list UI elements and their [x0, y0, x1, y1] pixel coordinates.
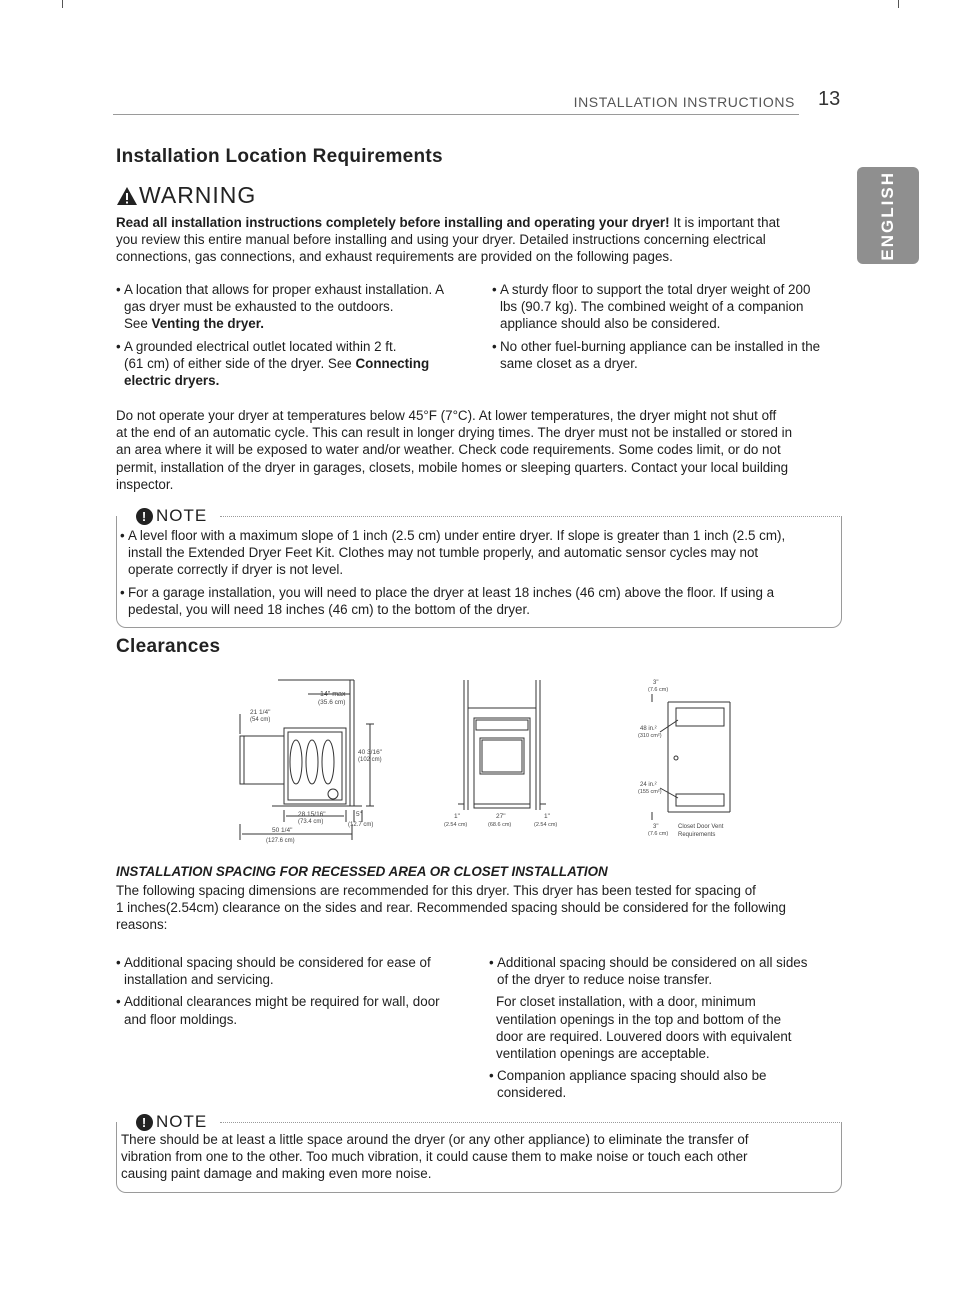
location-heading: Installation Location Requirements	[116, 146, 443, 167]
list-item: • A level floor with a maximum slope of 1 inch (2.5 cm) under entire dryer. If slope is greater than 1 inch (2.5 cm), install the Extended Dryer Feet Kit. Clothes may not tumble properly, and automatic sensor cycles may not operate correctly if dryer is not level.	[120, 527, 840, 579]
note-divider-2	[220, 1122, 840, 1123]
closet-caption-1: Closet Door Vent	[678, 824, 724, 830]
note-1-bullets	[120, 527, 840, 618]
crop-mark-left	[62, 0, 63, 8]
list-item: • For a garage installation, you will need to place the dryer at least 18 inches (46 cm) above the floor. If using a pedestal, you will need 18 inches (46 cm) to the bottom of the dryer.	[120, 584, 840, 618]
warning-title: WARNING	[139, 182, 257, 208]
closet-view-diagram	[620, 676, 750, 840]
side-gap: 5"	[356, 811, 362, 818]
closet-caption-2: Requirements	[678, 832, 716, 838]
closet-upper-vent: 48 in.²	[640, 726, 657, 732]
location-left-bullets	[116, 281, 476, 389]
page-number: 13	[818, 88, 841, 110]
side-height: 40 3/16"	[358, 749, 382, 756]
side-body-depth: 28 15/16"	[298, 811, 326, 818]
front-left-gap-cm: (2.54 cm)	[444, 822, 468, 828]
warning-text-2: you review this entire manual before installing and using your dryer. Detailed instructions concerning electrical	[116, 232, 766, 248]
warning-text-3: connections, gas connections, and exhaust requirements are provided on the following pages.	[116, 249, 673, 265]
front-width-cm: (68.6 cm)	[488, 822, 512, 828]
list-item: • Companion appliance spacing should also be considered.	[489, 1067, 857, 1101]
warning-triangle-icon	[116, 186, 138, 206]
connecting-link[interactable]: Connecting	[355, 355, 430, 371]
side-height-cm: (102 cm)	[358, 757, 382, 763]
list-item: • Additional spacing should be considered on all sides of the dryer to reduce noise transfer.	[489, 954, 857, 988]
list-item: • Additional clearances might be required for wall, door and floor moldings.	[116, 993, 476, 1027]
note-title-1: NOTE	[156, 506, 208, 525]
spacing-left-bullets	[116, 954, 476, 1028]
side-door-depth-cm: (54 cm)	[250, 717, 271, 723]
exclamation-icon: !	[136, 508, 153, 525]
spacing-paragraph: The following spacing dimensions are recommended for this dryer. This dryer has been tested for spacing of 1 inches(2.54cm) clearance on the sides and rear. Recommended spacing should be considered for the following reasons:	[116, 883, 786, 933]
electric-dryers-link[interactable]: electric dryers.	[124, 373, 220, 389]
warning-text-1: It is important that	[669, 215, 780, 230]
note-title-2: NOTE	[156, 1112, 208, 1131]
closet-lower-vent: 24 in.²	[640, 782, 657, 788]
note-2-text: There should be at least a little space around the dryer (or any other appliance) to eliminate the transfer of vibration from one to the other. Too much vibration, it could cause them to make noise or touch each other causing paint damage and making even more noise.	[121, 1132, 749, 1182]
closet-lower-vent-cm: (155 cm²)	[638, 789, 662, 795]
closet-bottom-gap-cm: (7.6 cm)	[648, 831, 669, 837]
spacing-right-column	[489, 954, 857, 1102]
warning-bold-text: Read all installation instructions completely before installing and operating your dryer!	[116, 215, 670, 230]
section-label: INSTALLATION INSTRUCTIONS	[573, 94, 795, 110]
list-item: • A location that allows for proper exhaust installation. A gas dryer must be exhausted to the outdoors. See Venting the dryer.	[116, 281, 476, 333]
closet-top-gap-cm: (7.6 cm)	[648, 687, 669, 693]
list-item: • A grounded electrical outlet located within 2 ft. (61 cm) of either side of the dryer. See Connecting electric dryers.	[116, 338, 476, 390]
warning-title-row	[116, 182, 256, 209]
spacing-heading: INSTALLATION SPACING FOR RECESSED AREA OR CLOSET INSTALLATION	[116, 864, 608, 879]
location-right-bullets	[492, 281, 856, 372]
front-right-gap-cm: (2.54 cm)	[534, 822, 558, 828]
closet-upper-vent-cm: (310 cm²)	[638, 733, 662, 739]
note-title-row-1	[136, 506, 211, 526]
language-tab-label: ENGLISH	[878, 170, 897, 261]
side-total-depth-cm: (127.6 cm)	[266, 838, 295, 844]
side-max-depth-cm: (35.6 cm)	[318, 699, 346, 706]
closet-ventilation-paragraph: For closet installation, with a door, minimum ventilation openings in the top and bottom of the door are required. Louvered doors with equivalent ventilation openings are acceptable.	[496, 994, 792, 1062]
closet-top-gap: 3"	[653, 680, 659, 686]
clearances-heading: Clearances	[116, 636, 221, 657]
language-tab[interactable]	[857, 167, 919, 264]
front-width: 27"	[496, 813, 506, 820]
list-item: • Additional spacing should be considered for ease of installation and servicing.	[116, 954, 476, 988]
side-body-depth-cm: (73.4 cm)	[298, 819, 324, 825]
closet-bottom-gap: 3"	[653, 824, 659, 830]
temperature-paragraph: Do not operate your dryer at temperatures below 45°F (7°C). At lower temperatures, the dryer might not shut off at the end of an automatic cycle. This can result in longer drying times. The dryer must not be installed or stored in an area where it will be exposed to water and/or weather. Check code requirements. Some codes limit, or do not permit, installation of the dryer in garages, closets, mobile homes or sleeping quarters. Contact your local building inspector.	[116, 408, 793, 492]
exclamation-icon: !	[136, 1114, 153, 1131]
side-door-depth: 21 1/4"	[250, 709, 271, 716]
header-rule	[113, 114, 799, 115]
side-gap-cm: (12.7 cm)	[348, 822, 374, 828]
front-right-gap: 1"	[544, 813, 550, 820]
side-total-depth: 50 1/4"	[272, 827, 293, 834]
list-item: • No other fuel-burning appliance can be installed in the same closet as a dryer.	[492, 338, 856, 372]
list-item: • A sturdy floor to support the total dryer weight of 200 lbs (90.7 kg). The combined weight of a companion appliance should also be considered.	[492, 281, 856, 333]
side-max-depth: 14" max	[320, 691, 346, 698]
side-view-diagram	[232, 674, 392, 852]
warning-paragraph	[116, 214, 856, 266]
crop-mark-right	[898, 0, 899, 8]
note-divider-1	[220, 516, 840, 517]
venting-link[interactable]: Venting the dryer.	[151, 316, 264, 332]
front-view-diagram	[444, 678, 568, 832]
note-title-row-2	[136, 1112, 211, 1132]
front-left-gap: 1"	[454, 813, 460, 820]
